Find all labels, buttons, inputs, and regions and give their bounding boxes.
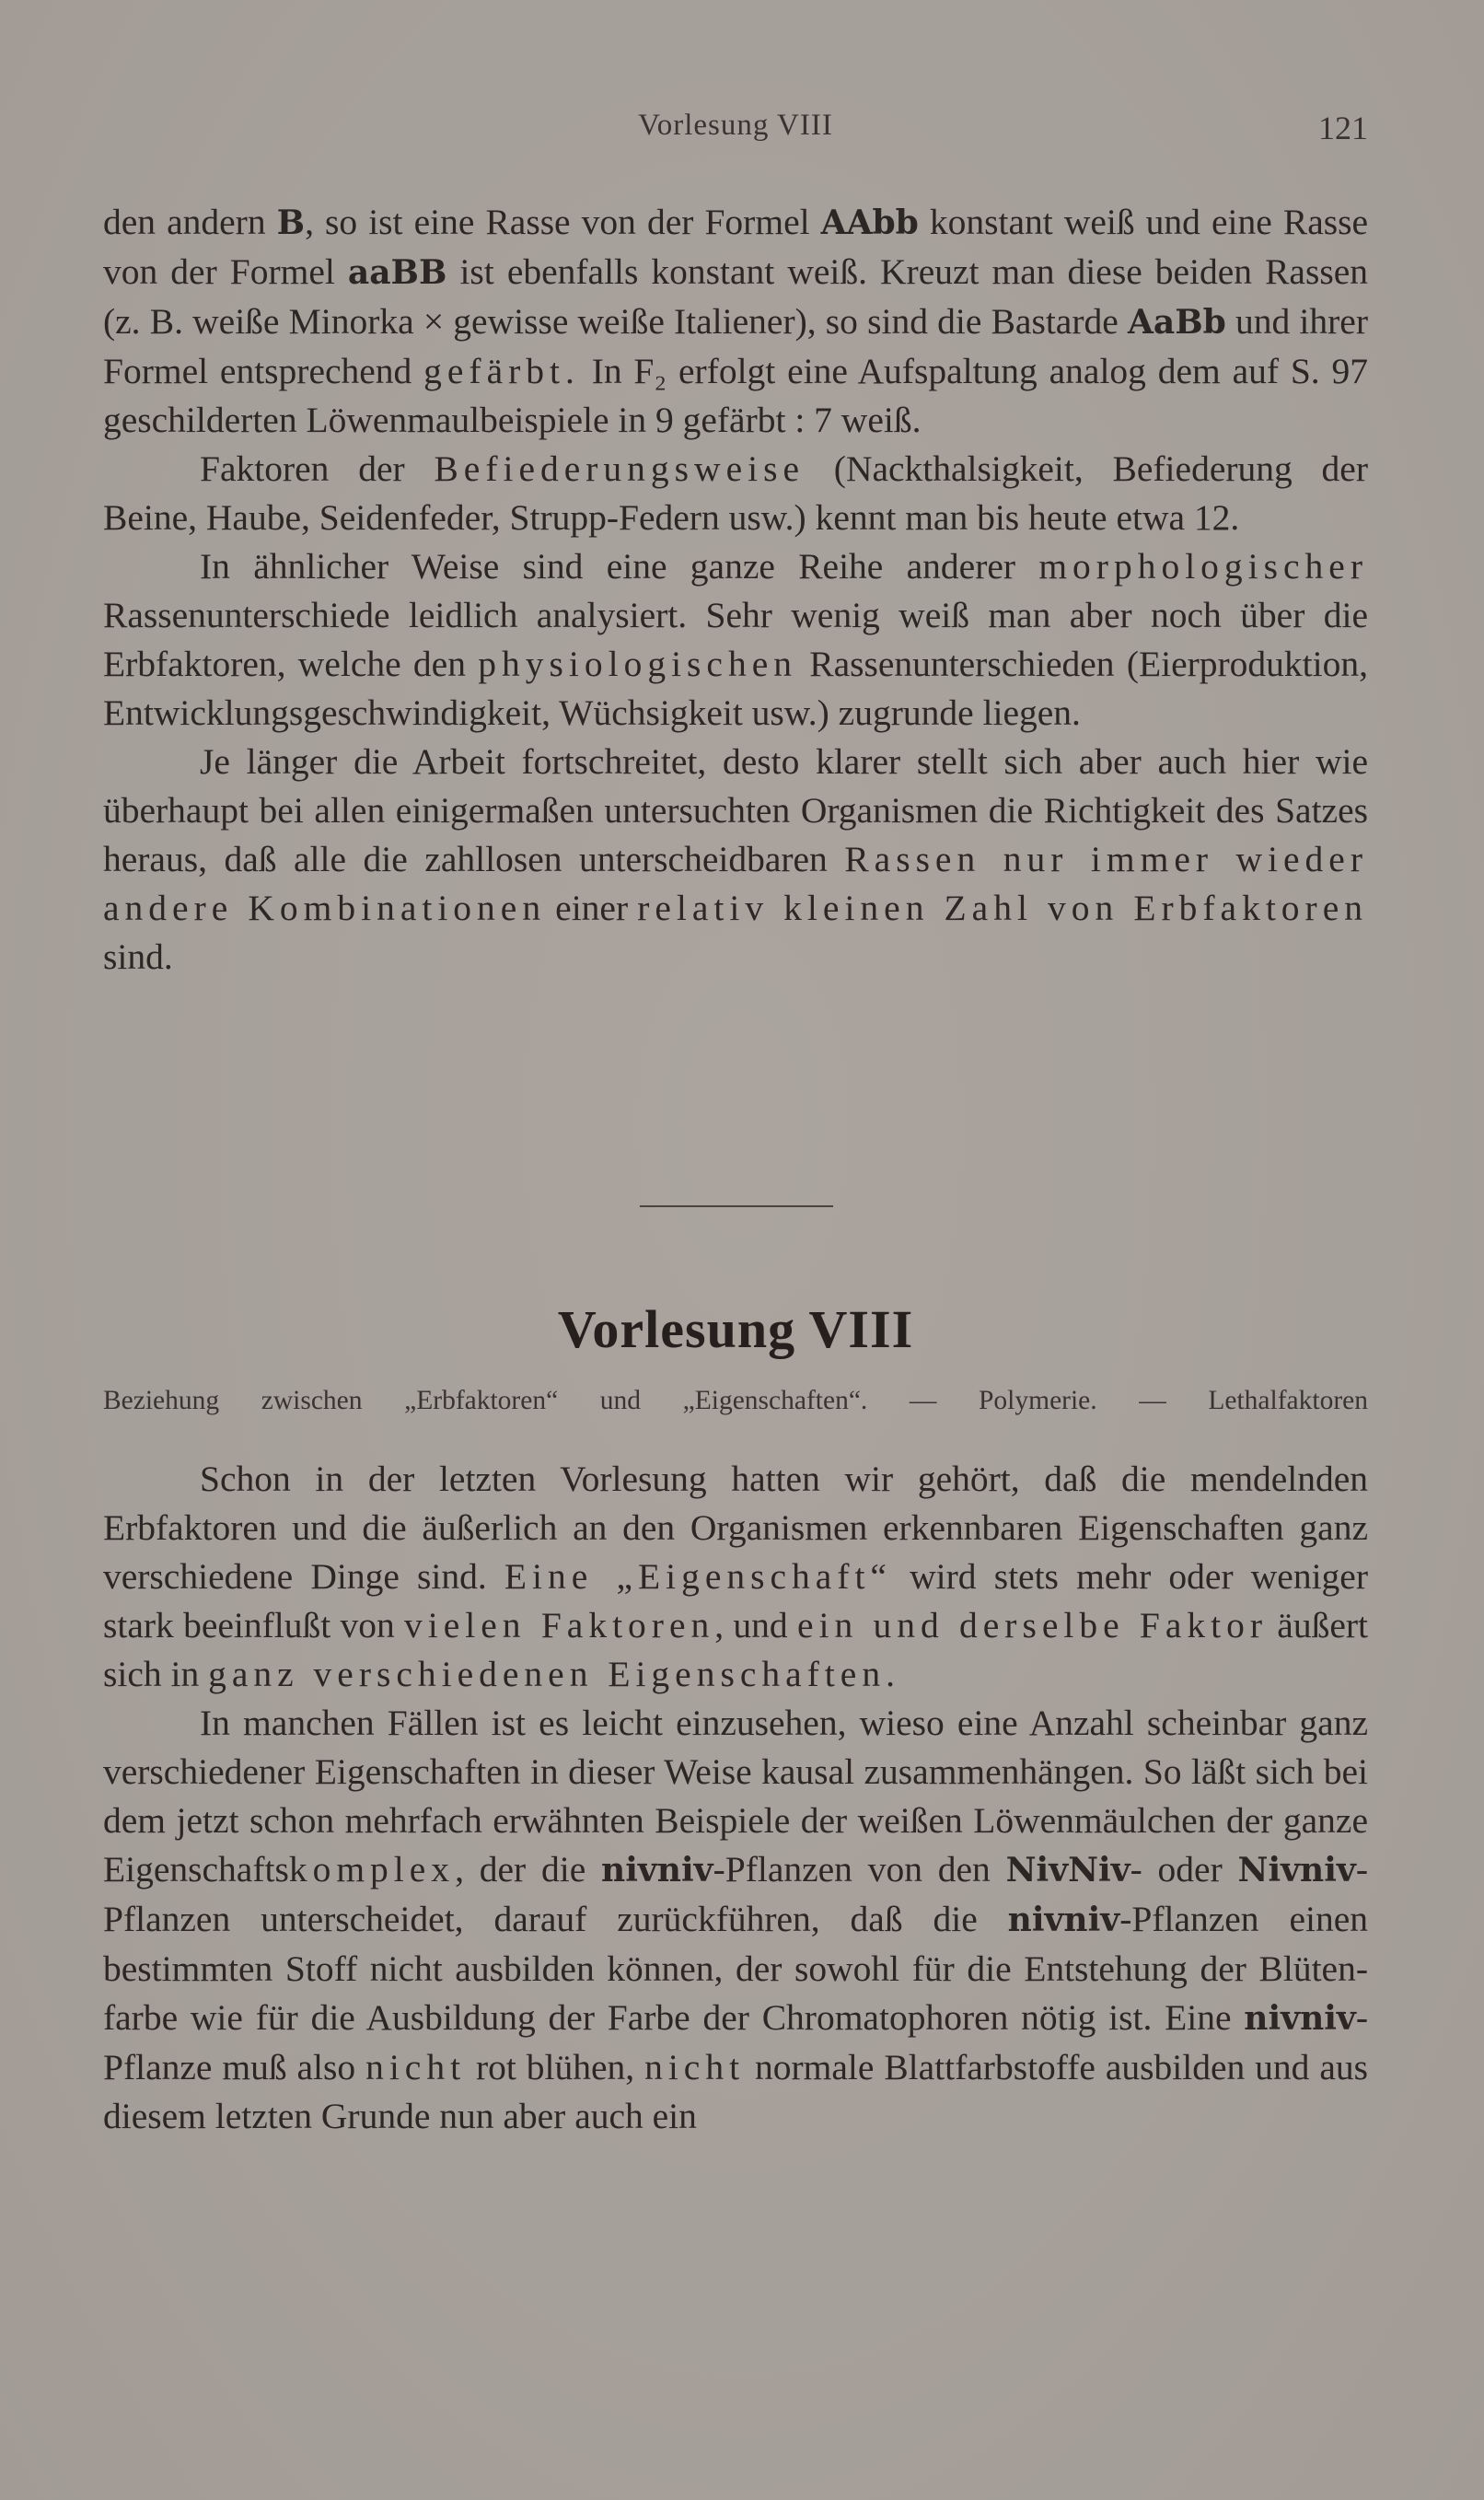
spaced-emphasis: vielen Faktoren <box>404 1605 715 1645</box>
spaced-emphasis: relativ kleinen Zahl von Erbfaktoren <box>637 888 1368 928</box>
paragraph: In manchen Fällen ist es leicht einzusehen, wieso eine Anzahl scheinbar ganz verschiedener Eigenschaften in dieser Weise kausal zusammenhängen. So läßt sich bei dem jetzt schon mehrfach erwähnten Beispiele der weißen Löwenmäulchen der ganze Eigenschaftskomplex, der die nivniv-Pflanzen von den NivNiv- oder Nivniv-Pflanzen unterscheidet, darauf zurückführen, daß die nivniv-Pflanzen einen bestimmten Stoff nicht ausbilden können, der sowohl für die Entstehung der Blütenfarbe wie für die Ausbildung der Farbe der Chromatophoren nötig ist. Eine nivniv-Pflanze muß also nicht rot blühen, nicht normale Blattfarbstoffe ausbilden und aus diesem letzten Grunde nun aber auch ein <box>103 1703 1368 2136</box>
factor-formula: B <box>276 203 306 242</box>
body-text-section-2 <box>103 1455 1368 2141</box>
spaced-emphasis: physiologischen <box>478 644 797 684</box>
spaced-emphasis: morphologischer <box>1038 546 1368 587</box>
page-number: 121 <box>1318 110 1368 146</box>
spaced-emphasis: ganz verschiedenen Eigenschaften <box>208 1654 887 1694</box>
spaced-emphasis: Eine „Eigenschaft“ <box>504 1556 892 1597</box>
factor-formula: AaBb <box>1127 303 1226 342</box>
spaced-emphasis: nicht <box>644 2047 746 2087</box>
spaced-emphasis: komplex <box>288 1849 456 1890</box>
lecture-title: Vorlesung VIII <box>557 1299 914 1359</box>
factor-formula: nivniv <box>1007 1901 1120 1939</box>
section-divider <box>640 1205 833 1207</box>
paragraph: den andern B, so ist eine Rasse von der Formel AAbb konstant weiß und eine Rasse von der Formel aaBB ist ebenfalls konstant weiß. Kreuzt man diese beiden Rassen (z. B. weiße Minorka × gewisse weiße Italiener), so sind die Bastarde AaBb und ihrer Formel entsprechend gefärbt. In F₂ erfolgt eine Aufspaltung analog dem auf S. 97 geschilderten Löwenmaulbeispiele in 9 gefärbt : 7 weiß. <box>103 202 1369 440</box>
factor-formula: Nivniv <box>1237 1851 1356 1890</box>
spaced-emphasis: nicht <box>365 2047 467 2087</box>
paragraph: Schon in der letzten Vorlesung hatten wir gehört, daß die mendelnden Erbfaktoren und die äußerlich an den Organismen erkennbaren Eigenschaften ganz verschiedene Dinge sind. Eine „Eigenschaft“ wird stets mehr oder weniger stark beeinflußt von vielen Faktoren, und ein und derselbe Faktor äußert sich in ganz verschiedenen Eigenschaften. <box>103 1459 1368 1694</box>
factor-formula: nivniv <box>601 1851 713 1890</box>
factor-formula: AAbb <box>820 203 919 242</box>
running-head <box>103 109 1368 155</box>
paragraph: Faktoren der Befiederungsweise (Nackthalsigkeit, Befiederung der Beine, Haube, Seidenfeder, Strupp-Federn usw.) kennt man bis heute etwa 12. <box>103 448 1368 538</box>
spaced-emphasis: ein und derselbe Faktor <box>796 1605 1269 1645</box>
spaced-emphasis: gefärbt. <box>423 351 580 391</box>
body-text-section-1 <box>103 198 1368 982</box>
paragraph: Je länger die Arbeit fortschreitet, desto klarer stellt sich aber auch hier wie überhaupt bei allen einigermaßen untersuchten Organismen die Richtigkeit des Satzes heraus, daß alle die zahllosen unterscheidbaren Rassen nur immer wieder andere Kombinationen einer relativ kleinen Zahl von Erbfaktoren sind. <box>103 741 1368 977</box>
factor-formula: nivniv <box>1244 1999 1356 2038</box>
factor-formula: aaBB <box>347 253 447 292</box>
spaced-emphasis: Befiederungsweise <box>434 448 805 489</box>
factor-formula: NivNiv <box>1005 1851 1130 1890</box>
running-title: Vorlesung VIII <box>638 109 833 142</box>
lecture-subtitle: Beziehung zwischen „Erbfaktoren“ und „Eigenschaften“. — Polymerie. — Lethalfaktoren <box>103 1386 1368 1415</box>
spaced-emphasis: Rassen nur immer wieder andere Kombinationen <box>103 839 1368 928</box>
paragraph: In ähnlicher Weise sind eine ganze Reihe anderer morphologischer Rassenunterschiede leidlich analysiert. Sehr wenig weiß man aber noch über die Erbfaktoren, welche den physiologischen Rassenunterschieden (Eierproduktion, Entwicklungsgeschwindigkeit, Wüchsigkeit usw.) zugrunde liegen. <box>103 546 1368 733</box>
